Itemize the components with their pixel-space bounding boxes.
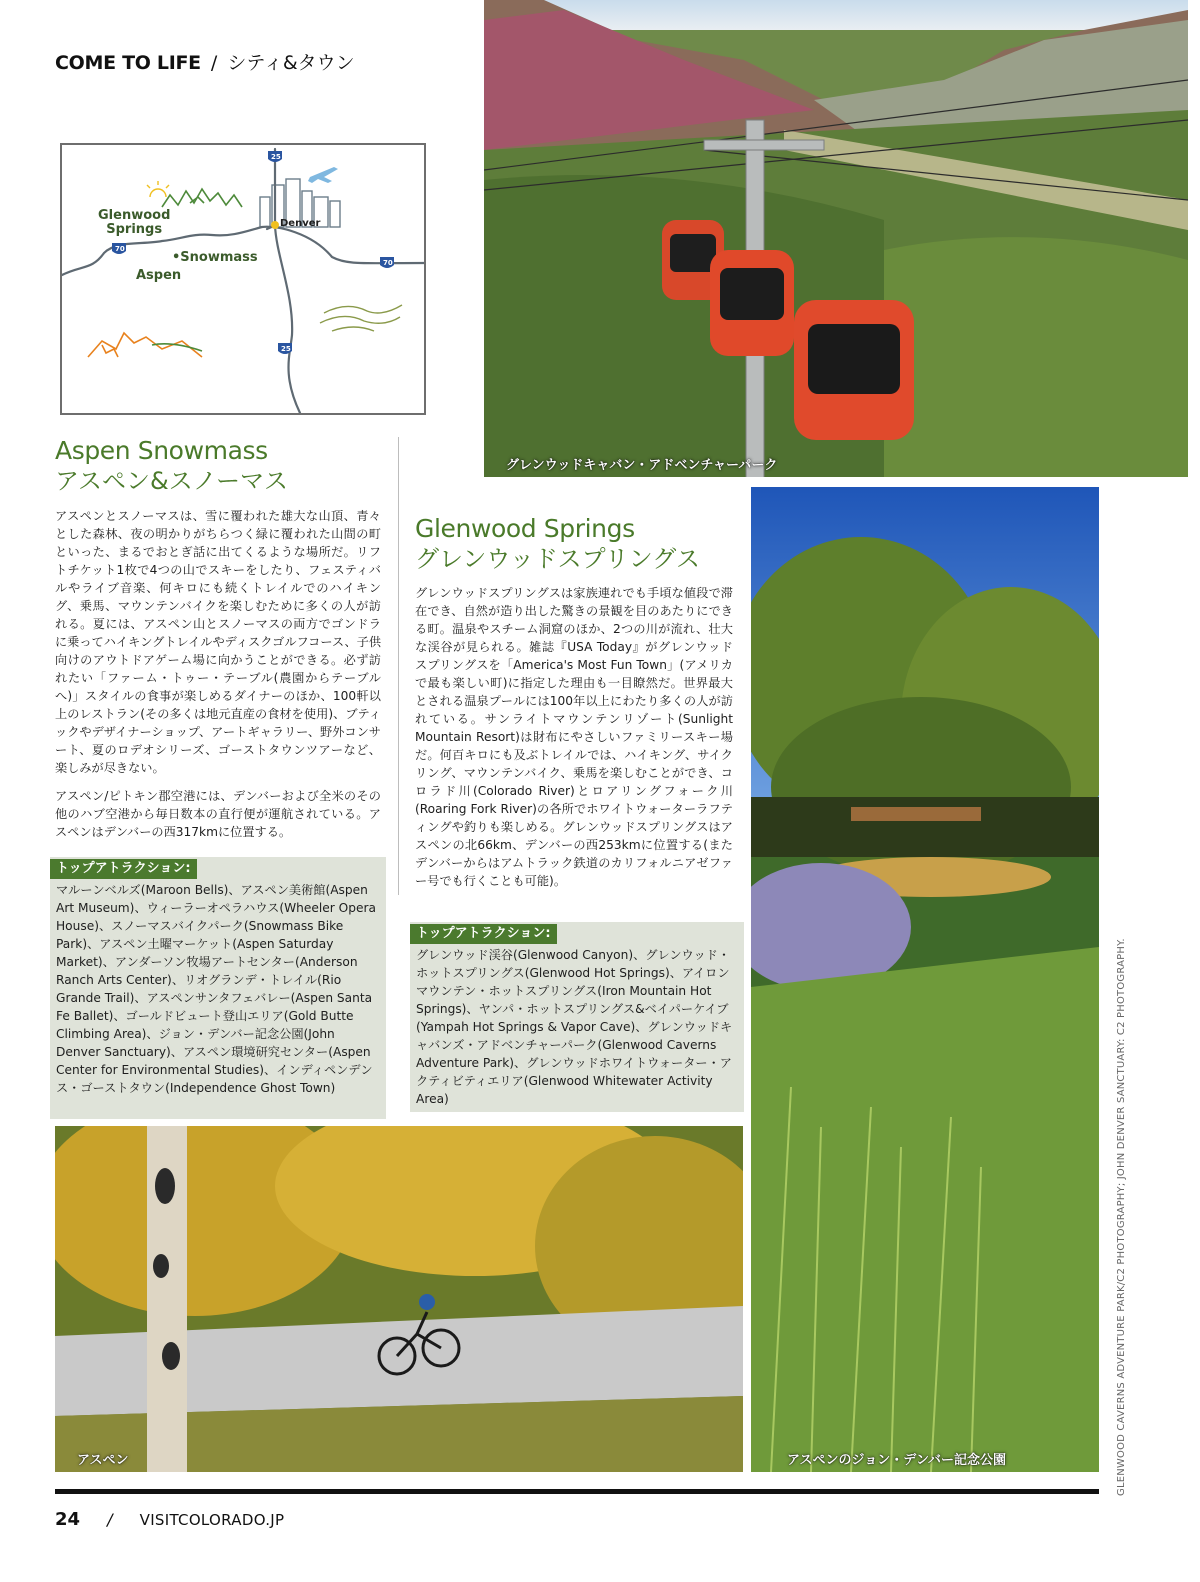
sanctuary-image: [751, 487, 1099, 1472]
colorado-map: [60, 143, 426, 415]
footer-rule: [55, 1489, 1099, 1494]
glenwood-attractions-text: グレンウッド渓谷(Glenwood Canyon)、グレンウッド・ホットスプリングス(Glenwood Hot Springs)、アイロンマウンテン・ホットスプリングス(Iron Mountain Hot Springs)、ヤンパ・ホットスプリングス&ベイパーケイブ(Yampah Hot Springs & Vapor Cave)、グレンウッドキャバンズ・アドベンチャーパーク(Glenwood Caverns Adventure Park)、グレンウッドホワイトウォーター・アクティビティエリア(Glenwood Whitewater Activity Area): [416, 948, 733, 1106]
aspen-caption: アスペン: [77, 1453, 129, 1468]
airplane-icon: [308, 167, 338, 183]
glenwood-body: [415, 584, 733, 900]
map-label-denver: Denver: [280, 218, 321, 229]
shield-text-25-top: 25: [271, 153, 281, 161]
gondola-caption: グレンウッドキャバン・アドベンチャーパーク: [506, 458, 778, 473]
shield-text-70-left: 70: [115, 245, 125, 253]
hills-green-icon: [320, 305, 402, 331]
shield-text-25-bottom: 25: [281, 345, 291, 353]
header-brand: COME TO LIFE: [55, 52, 201, 74]
aspen-attractions-box: [50, 857, 386, 1119]
sanctuary-photo: [751, 487, 1099, 1472]
gondola-image: [484, 0, 1188, 477]
column-divider: [398, 437, 399, 895]
map-label-aspen: Aspen: [136, 268, 182, 283]
roads: [62, 149, 424, 413]
map-label-glenwood: Glenwood Springs: [98, 208, 171, 237]
glenwood-title-jp: グレンウッドスプリングス: [415, 545, 700, 573]
glenwood-attractions-box: [410, 922, 744, 1112]
sun-icon: [147, 181, 169, 197]
aspen-title-en: Aspen Snowmass: [55, 436, 268, 465]
mountains-green-icon: [162, 189, 242, 207]
aspen-attractions-label: トップアトラクション:: [50, 859, 197, 879]
aspen-paragraph-1: アスペンとスノーマスは、雪に覆われた雄大な山頂、青々とした森林、夜の明かりがちらつく緑に覆われた山間の町といった、まるでおとぎ話に出てくるような場所だ。リフトチケット1枚で4つの山でスキーをしたり、フェスティバルやライブ音楽、何キロにも続くトレイルでのハイキング、乗馬、マウンテンバイクを楽しむために多くの人が訪れる。夏には、アスペン山とスノーマスの両方でゴンドラに乗ってハイキングトレイルやディスクゴルフコース、子供向けのアウトドアゲーム場に向かうことができる。必ず訪れたい「ファーム・トゥー・テーブル(農園からテーブルへ)」スタイルの食事が楽しめるダイナーのほか、100軒以上のレストラン(その多くは地元直産の食材を使用)、ブティックやデザイナーショップ、アートギャラリー、野外コンサート、夏のロデオシリーズ、ゴーストタウンツアーなど、楽しみが尽きない。: [55, 509, 382, 775]
gondola-photo: [484, 0, 1188, 477]
header-subtitle: シティ&タウン: [227, 52, 355, 74]
aspen-photo: [55, 1126, 743, 1472]
header-separator: /: [210, 52, 218, 74]
aspen-attractions-text: マルーンベルズ(Maroon Bells)、アスペン美術館(Aspen Art Museum)、ウィーラーオペラハウス(Wheeler Opera House)、スノーマスバイクパーク(Snowmass Bike Park)、アスペン土曜マーケット(Aspen Saturday Market)、アンダーソン牧場アートセンター(Anderson Ranch Arts Center)、リオグランデ・トレイル(Rio Grande Trail)、アスペンサンタフェバレー(Aspen Santa Fe Ballet)、ゴールドビュート登山エリア(Gold Butte Climbing Area)、ジョン・デンバー記念公園(John Denver Sanctuary)、アスペン環境研究センター(Aspen Center for Environmental Studies)、インディペンデンス・ゴーストタウン(Independence Ghost Town): [56, 883, 376, 1095]
sanctuary-caption: アスペンのジョン・デンバー記念公園: [787, 1453, 1007, 1468]
photo-credit: GLENWOOD CAVERNS ADVENTURE PARK/C2 PHOTOGRAPHY; JOHN DENVER SANCTUARY: C2 PHOTOGRAPHY.: [1116, 938, 1127, 1496]
mountains-orange-icon: [88, 333, 202, 357]
page-number: 24: [55, 1509, 81, 1530]
aspen-body: [55, 507, 381, 851]
footer-separator: /: [107, 1510, 113, 1529]
section-header: [55, 50, 355, 76]
glenwood-attractions-label: トップアトラクション:: [410, 924, 557, 944]
footer: [55, 1508, 284, 1532]
aspen-paragraph-2: アスペン/ピトキン郡空港には、デンバーおよび全米のその他のハブ空港から毎日数本の直行便が運航されている。アスペンはデンバーの西317kmに位置する。: [55, 789, 381, 839]
map-drawing: [62, 145, 424, 413]
glenwood-paragraph-1: グレンウッドスプリングスは家族連れでも手頃な値段で滞在でき、自然が造り出した驚きの景観を目のあたりにできる町。温泉やスチーム洞窟のほか、2つの川が流れ、壮大な渓谷が見られる。雑誌『USA Today』がグレンウッドスプリングスを「America's Most Fun Town」(アメリカで最も楽しい町)に指定した理由も一目瞭然だ。世界最大とされる温泉プールには100年以上にわたり多くの人が訪れている。サンライトマウンテンリゾート(Sunlight Mountain Resort)は財布にやさしいファミリースキー場だ。何百キロにも及ぶトレイルでは、ハイキング、サイクリング、マウンテンバイク、乗馬を楽しむことができ、コロラド川(Colorado River)とロアリングフォーク川(Roaring Fork River)の各所でホワイトウォーターラフティングや釣りも楽しめる。グレンウッドスプリングスはアスペンの北66km、デンバーの西253kmに位置する(またデンバーからはアムトラック鉄道のカリフォルニアゼファー号でも行くことも可能)。: [415, 586, 733, 888]
aspen-title-jp: アスペン&スノーマス: [55, 467, 289, 495]
footer-url[interactable]: VISITCOLORADO.JP: [139, 1511, 285, 1529]
map-label-snowmass: •Snowmass: [172, 250, 258, 265]
aspen-image: [55, 1126, 743, 1472]
shield-text-70-right: 70: [383, 259, 393, 267]
glenwood-title-en: Glenwood Springs: [415, 514, 635, 543]
denver-star-icon: [271, 221, 279, 229]
